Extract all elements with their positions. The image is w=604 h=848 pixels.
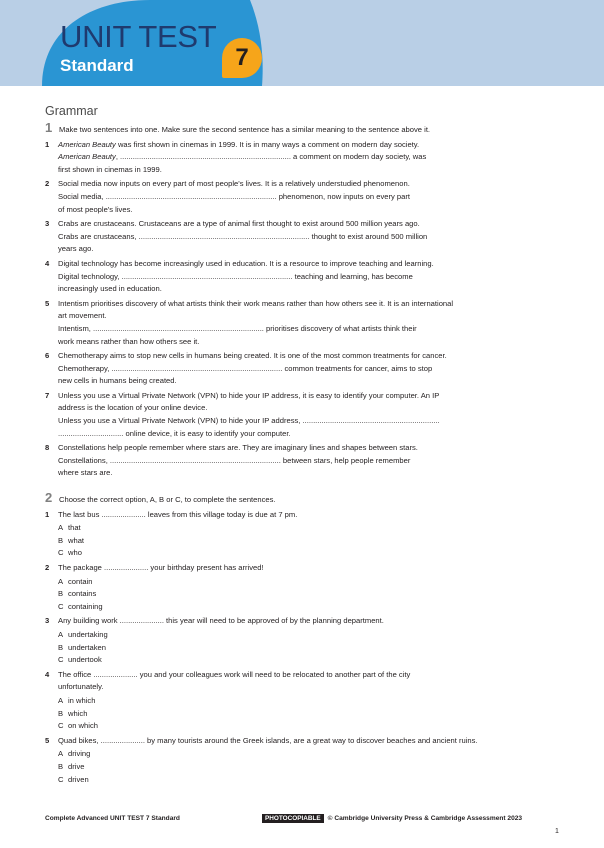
question-line: Intentism, ................................................................................. prioritises discovery of what artists think their (58, 323, 417, 333)
option-letter: A (58, 523, 64, 533)
option-letter: B (58, 642, 64, 652)
question-number: 4 (45, 669, 50, 679)
unit-number-badge: 7 (222, 38, 262, 78)
option-text: undertaken (68, 642, 106, 652)
option-text: on which (68, 721, 98, 731)
question-line: art movement. (58, 311, 107, 321)
option-letter: A (58, 749, 64, 759)
question-line: new cells in humans being created. (58, 376, 177, 386)
option-text: which (68, 708, 88, 718)
question-number: 2 (45, 563, 50, 572)
option-letter: C (58, 721, 64, 731)
question-line: of most people's lives. (58, 204, 133, 214)
option-letter: C (58, 601, 64, 611)
option-text: driving (68, 749, 91, 759)
answer-option[interactable] (58, 761, 565, 774)
question-line: Intentism prioritises discovery of what artists think their work means rather than how others see it. It is an international (58, 298, 454, 308)
question-line: address is the location of your online device. (58, 403, 208, 413)
option-text: that (68, 523, 81, 533)
option-text: contains (68, 589, 97, 599)
answer-option[interactable] (58, 774, 565, 787)
option-letter: C (58, 655, 64, 665)
question-line: increasingly used in education. (58, 284, 162, 294)
option-text: driven (68, 774, 89, 784)
question-number: 5 (45, 735, 50, 745)
answer-option[interactable] (58, 601, 565, 614)
option-letter: B (58, 535, 64, 545)
question-line: The office ..................... you and your colleagues work will need to be relocated to another part of the city (58, 669, 411, 679)
question-line: work means rather than how others see it. (58, 336, 200, 346)
question-line: The package ..................... your birthday present has arrived! (58, 563, 264, 572)
question-line: Constellations help people remember where stars are. They are imaginary lines and shapes between stars. (58, 443, 418, 453)
option-letter: B (58, 589, 64, 599)
task-number: 2 (45, 490, 53, 506)
option-text: in which (68, 695, 96, 705)
option-letter: A (58, 576, 64, 586)
answer-option[interactable] (58, 642, 565, 655)
question-item (45, 178, 565, 216)
question-line: years ago. (58, 244, 94, 254)
question-line: Unless you use a Virtual Private Network (VPN) to hide your IP address, ................................................................. (58, 416, 440, 426)
option-letter: B (58, 708, 64, 718)
answer-option[interactable] (58, 522, 565, 535)
question-line: The last bus ..................... leaves from this village today is due at 7 pm. (58, 509, 298, 519)
question-line: first shown in cinemas in 1999. (58, 164, 162, 174)
question-item (45, 350, 565, 388)
question-number: 3 (45, 219, 50, 229)
option-letter: A (58, 629, 64, 639)
question-line: Unless you use a Virtual Private Network (VPN) to hide your IP address, it is easy to identify your computer. An IP (58, 390, 440, 400)
answer-option[interactable] (58, 588, 565, 601)
question-line: unfortunately. (58, 682, 104, 692)
option-text: contain (68, 576, 93, 586)
option-letter: B (58, 761, 64, 771)
question-number: 4 (45, 258, 50, 268)
task-instruction: Make two sentences into one. Make sure the second sentence has a similar meaning to the sentence above it. (59, 125, 431, 134)
question-item (45, 218, 565, 256)
option-text: what (68, 535, 85, 545)
question-line: Chemotherapy aims to stop new cells in humans being created. It is one of the most common treatments for cancer. (58, 351, 447, 361)
question-item (45, 390, 565, 440)
question-line: Crabs are crustaceans. Crustaceans are a type of animal first thought to exist around 500 million years ago. (58, 219, 420, 229)
question-line: where stars are. (58, 468, 113, 478)
unit-title: UNIT TEST (60, 19, 217, 54)
question-item (45, 298, 565, 348)
answer-option[interactable] (58, 535, 565, 548)
task-1 (45, 122, 565, 480)
question-line: Social media, ................................................................................. phenomenon, now inputs on every part (58, 191, 410, 201)
unit-level: Standard (60, 56, 134, 75)
question-item (45, 669, 565, 733)
question-item (45, 615, 565, 666)
question-line: Quad bikes, ..................... by many tourists around the Greek islands, are a great way to discover beaches and ancient ruins. (58, 735, 478, 745)
question-line: American Beauty, ................................................................................. a comment on modern day society, was (58, 152, 427, 162)
answer-option[interactable] (58, 748, 565, 761)
answer-option[interactable] (58, 576, 565, 589)
question-item (45, 735, 565, 786)
task-instruction: Choose the correct option, A, B or C, to complete the sentences. (59, 495, 276, 505)
answer-option[interactable] (58, 654, 565, 667)
question-number: 2 (45, 179, 50, 189)
option-letter: C (58, 774, 64, 784)
question-number: 6 (45, 351, 50, 361)
option-text: drive (68, 761, 85, 771)
option-letter: A (58, 695, 64, 705)
footer-title: Complete Advanced UNIT TEST 7 Standard (45, 815, 180, 822)
question-line: Digital technology has become increasingly used in education. It is a resource to improve teaching and learning. (58, 258, 434, 268)
task-2 (45, 492, 565, 786)
question-number: 8 (45, 443, 50, 453)
question-number: 1 (45, 509, 50, 519)
question-line: Social media now inputs on every part of most people's lives. It is a relatively understudied phenomenon. (58, 179, 410, 189)
question-item (45, 139, 565, 177)
option-text: undertook (68, 655, 102, 665)
photocopiable-badge: PHOTOCOPIABLE (262, 814, 324, 823)
section-heading: Grammar (45, 104, 98, 118)
page-number: 1 (555, 828, 559, 835)
option-text: containing (68, 601, 103, 611)
option-text: who (68, 548, 82, 558)
copyright-text: © Cambridge University Press & Cambridge Assessment 2023 (327, 815, 523, 822)
question-line: Constellations, ................................................................................. between stars, help people remember (58, 455, 411, 465)
answer-option[interactable] (58, 708, 565, 721)
question-item (45, 442, 565, 480)
answer-option[interactable] (58, 695, 565, 708)
option-letter: C (58, 548, 64, 558)
question-item (45, 562, 565, 613)
task-number: 1 (45, 120, 53, 135)
question-line: American Beauty was first shown in cinemas in 1999. It is in many ways a comment on modern day society. (58, 139, 420, 149)
question-number: 1 (45, 139, 50, 149)
answer-option[interactable] (58, 547, 565, 560)
question-number: 5 (45, 298, 50, 308)
question-number: 7 (45, 390, 50, 400)
footer-copyright (262, 814, 522, 823)
question-line: Any building work ..................... this year will need to be approved of by the planning department. (58, 616, 384, 626)
answer-option[interactable] (58, 629, 565, 642)
question-number: 3 (45, 616, 50, 626)
test-content (45, 122, 565, 790)
question-item (45, 509, 565, 560)
question-line: Crabs are crustaceans, ................................................................................. thought to exist around 500 million (58, 231, 428, 241)
question-line: Chemotherapy, ................................................................................. common treatments for cancer, aims to stop (58, 363, 433, 373)
answer-option[interactable] (58, 720, 565, 733)
question-item (45, 258, 565, 296)
question-line: Digital technology, ................................................................................. teaching and learning, has become (58, 271, 413, 281)
option-text: undertaking (68, 629, 108, 639)
question-line: ............................... online device, it is easy to identify your computer. (58, 428, 291, 438)
